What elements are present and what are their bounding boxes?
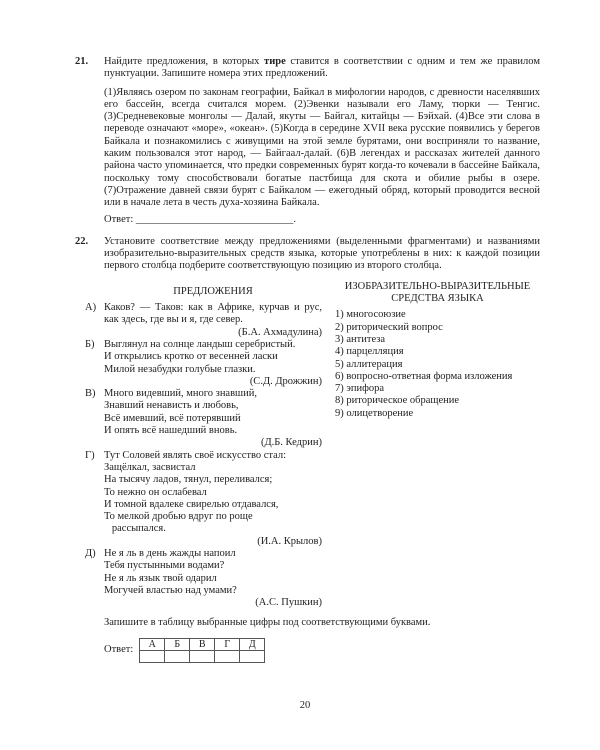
- answer-cell[interactable]: [140, 650, 165, 662]
- table-header-cell: Б: [165, 638, 190, 650]
- table-answer-label: Ответ:: [104, 644, 134, 656]
- table-header-cell: Г: [215, 638, 240, 650]
- sentence-label: Д): [85, 547, 96, 559]
- devices-header: ИЗОБРАЗИТЕЛЬНО-ВЫРАЗИТЕЛЬНЫЕ СРЕДСТВА ЯЗЫКА: [344, 280, 531, 305]
- page-number: 20: [299, 700, 311, 711]
- task-21: [75, 56, 540, 226]
- sentence-line: Тут Соловей являть своё искусство стал:: [104, 449, 287, 461]
- table-header-cell: А: [140, 638, 165, 650]
- task-21-text: (1)Являясь озером по законам географии, Байкал в мифологии народов, с древности населявших его бассейн, всегда считался морем. (2)Эвенки называли его Ламу, тюрки — Тенгис. (3)Средневековые монголы — Далай, якуты — Байгал, китайцы — Бэйхай. (4)Все эти слова в переводе означают «море», «океан». (5)Когда в середине XVII века русские появились у берегов Байкала и познакомились с живущими на этой земле бурятами, они восприняли то название, каким пользовался этот народ, — Байгаал-далай. (6)В легендах и рассказах жителей данного района часто упоминается, что предки современных бурят когда-то кочевали в бассейне Байкала, поскольку тому способствовали богатые пастбища для скота и обилие рыбы в озере. (7)Отражение давней связи бурят с Байкалом — ежегодный обряд, который проводится весной или в начале лета в честь духа-хозяина Байкала.: [104, 86, 540, 209]
- device-item: 3) антитеза: [335, 333, 386, 345]
- sentence-item: [85, 339, 322, 388]
- sentence-label: Б): [85, 338, 95, 350]
- sentence-line: Не я ль язык твой одарил: [104, 572, 217, 584]
- sentence-line: Защёлкал, засвистал: [104, 461, 196, 473]
- task-21-number: 21.: [75, 56, 89, 67]
- answer-cell[interactable]: [215, 650, 240, 662]
- table-header-cell: Д: [240, 638, 265, 650]
- sentences-header: ПРЕДЛОЖЕНИЯ: [173, 285, 253, 297]
- answer-label: Ответ:: [104, 213, 134, 225]
- sentence-line: Могучей властью над умами?: [104, 584, 237, 596]
- sentence-author: (А.С. Пушкин): [255, 597, 322, 609]
- task-22-number: 22.: [75, 235, 89, 247]
- answer-cell[interactable]: [240, 650, 265, 662]
- prompt-text: Найдите предложения, в которых: [104, 56, 265, 67]
- device-item: 5) аллитерация: [335, 358, 403, 370]
- sentence-item: [85, 388, 322, 449]
- device-item: 4) парцелляция: [335, 346, 404, 358]
- sentence-author: (Д.Б. Кедрин): [260, 437, 322, 449]
- device-item: 1) многосоюзие: [335, 309, 406, 321]
- sentence-line: Тебя пустынными водами?: [104, 560, 225, 572]
- matching-columns: [85, 280, 540, 610]
- answer-blank[interactable]: ______________________________.: [135, 213, 296, 225]
- sentences-column: [85, 281, 325, 610]
- sentence-line: Знавший ненависть и любовь,: [104, 400, 239, 412]
- table-instruction: Запишите в таблицу выбранные цифры под соответствующими буквами.: [104, 617, 431, 629]
- sentence-line: Много видевший, много знавший,: [104, 388, 258, 400]
- device-item: 9) олицетворение: [335, 407, 414, 419]
- sentence-line: На тысячу ладов, тянул, переливался;: [104, 474, 273, 486]
- sentence-label: А): [85, 302, 97, 314]
- devices-list: [335, 309, 540, 420]
- devices-column: [335, 281, 540, 610]
- sentence-line: Милой незабудки голубые глазки.: [104, 363, 256, 375]
- sentence-item: [85, 302, 325, 339]
- sentence-line: Не я ль в день жажды напоил: [104, 547, 236, 559]
- answer-cell[interactable]: [190, 650, 215, 662]
- task-22-prompt: Установите соответствие между предложениями (выделенными фрагментами) и названиями изобразительно-выразительных средств языка, которые употреблены в них: к каждой позиции первого столбца подберите соответствующую позицию из второго столбца.: [104, 235, 540, 272]
- table-header-cell: В: [190, 638, 215, 650]
- answer-table: [139, 638, 265, 663]
- sentence-line: рассыпался.: [104, 523, 166, 535]
- sentence-author: (Б.А. Ахмадулина): [238, 326, 322, 338]
- sentence-line: Всё имевший, всё потерявший: [104, 412, 241, 424]
- task-21-prompt: [104, 56, 540, 81]
- sentence-label: Г): [85, 449, 95, 461]
- sentence-author: (С.Д. Дрожжин): [249, 375, 322, 387]
- sentence-line: То мелкой дробью вдруг по роще: [104, 511, 253, 523]
- answer-cell[interactable]: [165, 650, 190, 662]
- device-item: 8) риторическое обращение: [335, 395, 460, 407]
- task-22: [75, 235, 540, 663]
- sentence-line: И томной вдалеке свирелью отдавался,: [104, 498, 279, 510]
- device-item: 7) эпифора: [335, 383, 385, 395]
- sentence-line: То нежно он ослабевал: [104, 486, 207, 498]
- sentence-line: Выглянул на солнце ландыш серебристый.: [104, 338, 296, 350]
- sentences-list: [85, 302, 325, 609]
- sentence-item: [85, 450, 322, 548]
- sentence-item: [85, 548, 322, 609]
- sentence-label: В): [85, 388, 96, 400]
- sentence-author: (И.А. Крылов): [257, 535, 322, 547]
- device-item: 2) риторический вопрос: [335, 321, 443, 333]
- answer-table-row: [104, 638, 540, 663]
- sentence-line: И опять всё нашедший вновь.: [104, 425, 238, 437]
- sentence-line: И открылись кротко от весенней ласки: [104, 351, 278, 363]
- device-item: 6) вопросно-ответная форма изложения: [335, 370, 513, 382]
- sentence-line: Каков? — Таков: как в Африке, курчав и рус, как здесь, где вы и я, где север.: [104, 302, 325, 326]
- prompt-bold: тире: [264, 56, 286, 67]
- task-21-answer[interactable]: [104, 214, 540, 226]
- prompt-text: ставится в соответствии с одним и тем же правилом пунктуации. Запишите номера этих предложений.: [104, 56, 540, 80]
